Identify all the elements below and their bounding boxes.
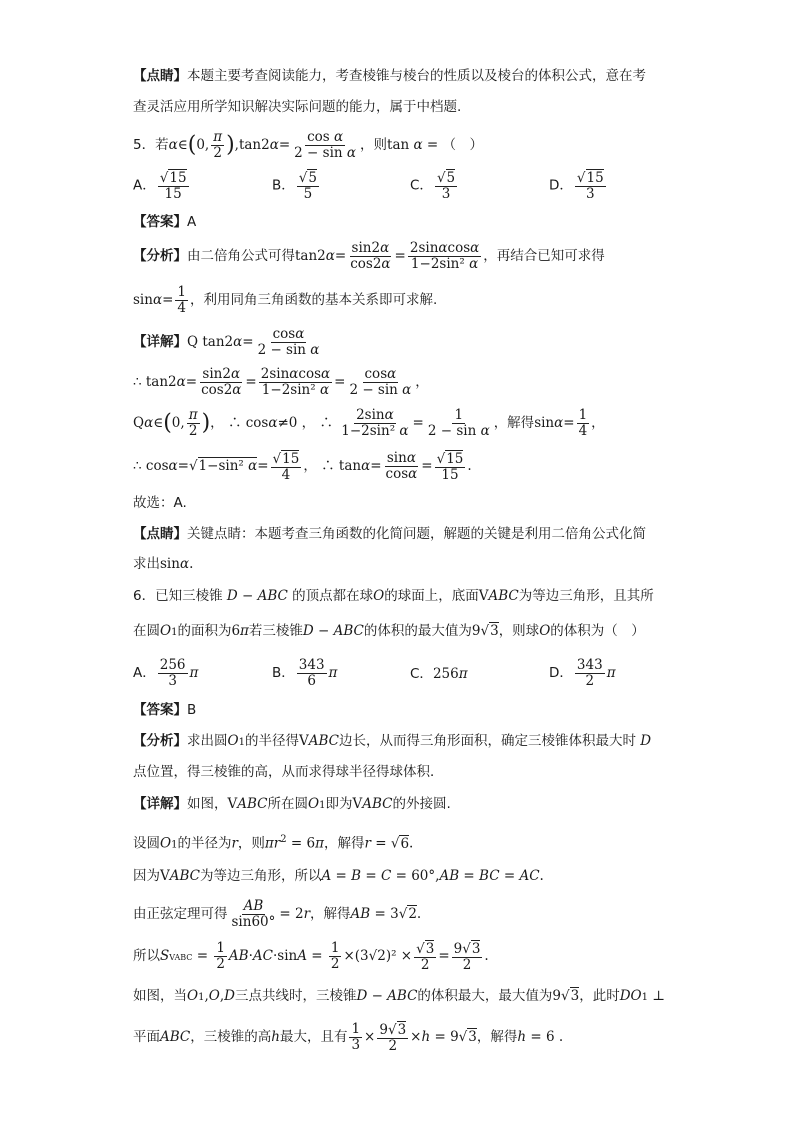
q6-detail-line1: 【详解】如图，VABC所在圆O1即为VABC的外接圆.: [133, 796, 451, 812]
q6-detail-line2: 设圆O1的半径为r，则$\pi r^2 = 6\pi$，解得r = √6.: [133, 834, 414, 852]
q6-analysis-line1: 【分析】求出圆O1的半径得VABC边长，从而得三角形面积，确定三棱锥体积最大时 D: [133, 733, 652, 749]
comment-text: 本题主要考查阅读能力，考查棱锥与棱台的性质以及棱台的体积公式，意在考: [187, 68, 646, 84]
q5-option-b: B． $\frac{√5}{5}$: [272, 170, 317, 202]
q6-detail-line6: 如图，当O1,O,D三点共线时，三棱锥D − ABC的体积最大，最大值为9√3，此时DO1 ⊥: [133, 988, 665, 1004]
comment-tag: 【点睛】: [133, 68, 187, 84]
q5-analysis-line1: 【分析】由二倍角公式可得tan2α= $\frac{\sin 2\alpha}{\cos 2\alpha}$ = $\frac{2\sin\alpha\cos\alpha}{\text{1−2sin² α}}$ ，再结合已知可求得: [133, 240, 605, 272]
q6-option-b: B． $\frac{343}{6}$ π: [272, 657, 338, 689]
q5-stem: 5．若α∈(0, $\frac{\pi}{2}$ ),tan2α= $\frac{\text{cos α}}{\text{2 − sin α}}$ ，则tan α = （ ）: [133, 129, 484, 161]
q6-option-c: C．256π: [410, 666, 468, 682]
answer-value: B: [187, 702, 197, 718]
q5-option-c: C． $\frac{√5}{3}$: [410, 170, 456, 202]
q6-detail-line3: 因为VABC为等边三角形，所以A = B = C = 60°,AB = BC = AC.: [133, 868, 544, 884]
comment-text: 查灵活应用所学知识解决实际问题的能力，属于中档题.: [133, 99, 462, 115]
q5-comment-line2: 求出sinα.: [133, 556, 194, 572]
q5-comment-line1: 【点睛】关键点睛：本题考查三角函数的化简问题，解题的关键是利用二倍角公式化简: [133, 526, 646, 542]
answer-value: A: [187, 214, 197, 230]
q5-analysis-line2: sinα= $\frac{1}{4}$ ，利用同角三角函数的基本关系即可求解.: [133, 284, 438, 316]
q6-option-d: D． $\frac{343}{2}$ π: [549, 657, 616, 689]
q6-stem-line1: 6．已知三棱锥 D − ABC 的顶点都在球O的球面上，底面VABC为等边三角形，且其所: [133, 588, 654, 604]
q5-option-a: A． $\frac{√15}{15}$: [133, 170, 187, 202]
q6-detail-line7: 平面ABC，三棱锥的高h最大，且有 $\frac{1}{3}$ × $\frac{9√3}{2}$ ×h = 9√3，解得h = 6 .: [133, 1021, 564, 1054]
q5-answer: 【答案】A: [133, 214, 197, 230]
q6-detail-line5: 所以SVABC = $\frac{1}{2}$ AB·AC·sinA = $\frac{1}{2}$ ×(3√2)² × $\frac{√3}{2}$ = $\frac{9√3}{2}$ .: [133, 940, 489, 973]
q5-detail-line4: ∴ cosα=√1−sin² α= $\frac{√15}{4}$ ， ∴ tanα= $\frac{\sin\alpha}{\cos\alpha}$ = $\frac{√15}{15}$ .: [133, 450, 472, 483]
q4-comment-line2: [133, 97, 461, 117]
q5-detail-line1: 【详解】Q tan2α= $\frac{\cos\alpha}{\text{2 − sin α}}$: [133, 326, 320, 358]
q6-detail-line4: 由正弦定理可得 $\frac{AB}{\sin 60^\circ}$ = 2r，解得AB = 3√2.: [133, 898, 422, 930]
q6-stem-line2: 在圆O1的面积为6π若三棱锥D − ABC的体积的最大值为9√3，则球O的体积为（ ）: [133, 623, 645, 639]
q5-detail-line3: Qα∈(0, $\frac{\pi}{2}$ )， ∴ cosα≠0 ， ∴ $\frac{2\sin\alpha}{\text{1−2sin² α}}$ = $\frac{1}{\text{2 − sin α}}$ ，解得sinα= $\frac{1}{4}$ ，: [133, 407, 605, 439]
q6-answer: 【答案】B: [133, 702, 197, 718]
q5-option-d: D． $\frac{√15}{3}$: [549, 170, 604, 202]
q5-detail-line2: ∴ tan2α= $\frac{\sin 2\alpha}{\cos 2\alpha}$ = $\frac{2\sin\alpha\cos\alpha}{\text{1−2sin² α}}$ = $\frac{\cos\alpha}{\text{2 − sin α}}$ ，: [133, 366, 429, 398]
q5-conclusion: 故选：A.: [133, 495, 187, 511]
q6-option-a: A． $\frac{256}{3}$ π: [133, 657, 199, 689]
q6-analysis-line2: 点位置，得三棱锥的高，从而求得球半径得球体积．: [133, 764, 444, 780]
q4-comment-line1: [133, 66, 646, 86]
question-number: 5．若: [133, 137, 169, 153]
